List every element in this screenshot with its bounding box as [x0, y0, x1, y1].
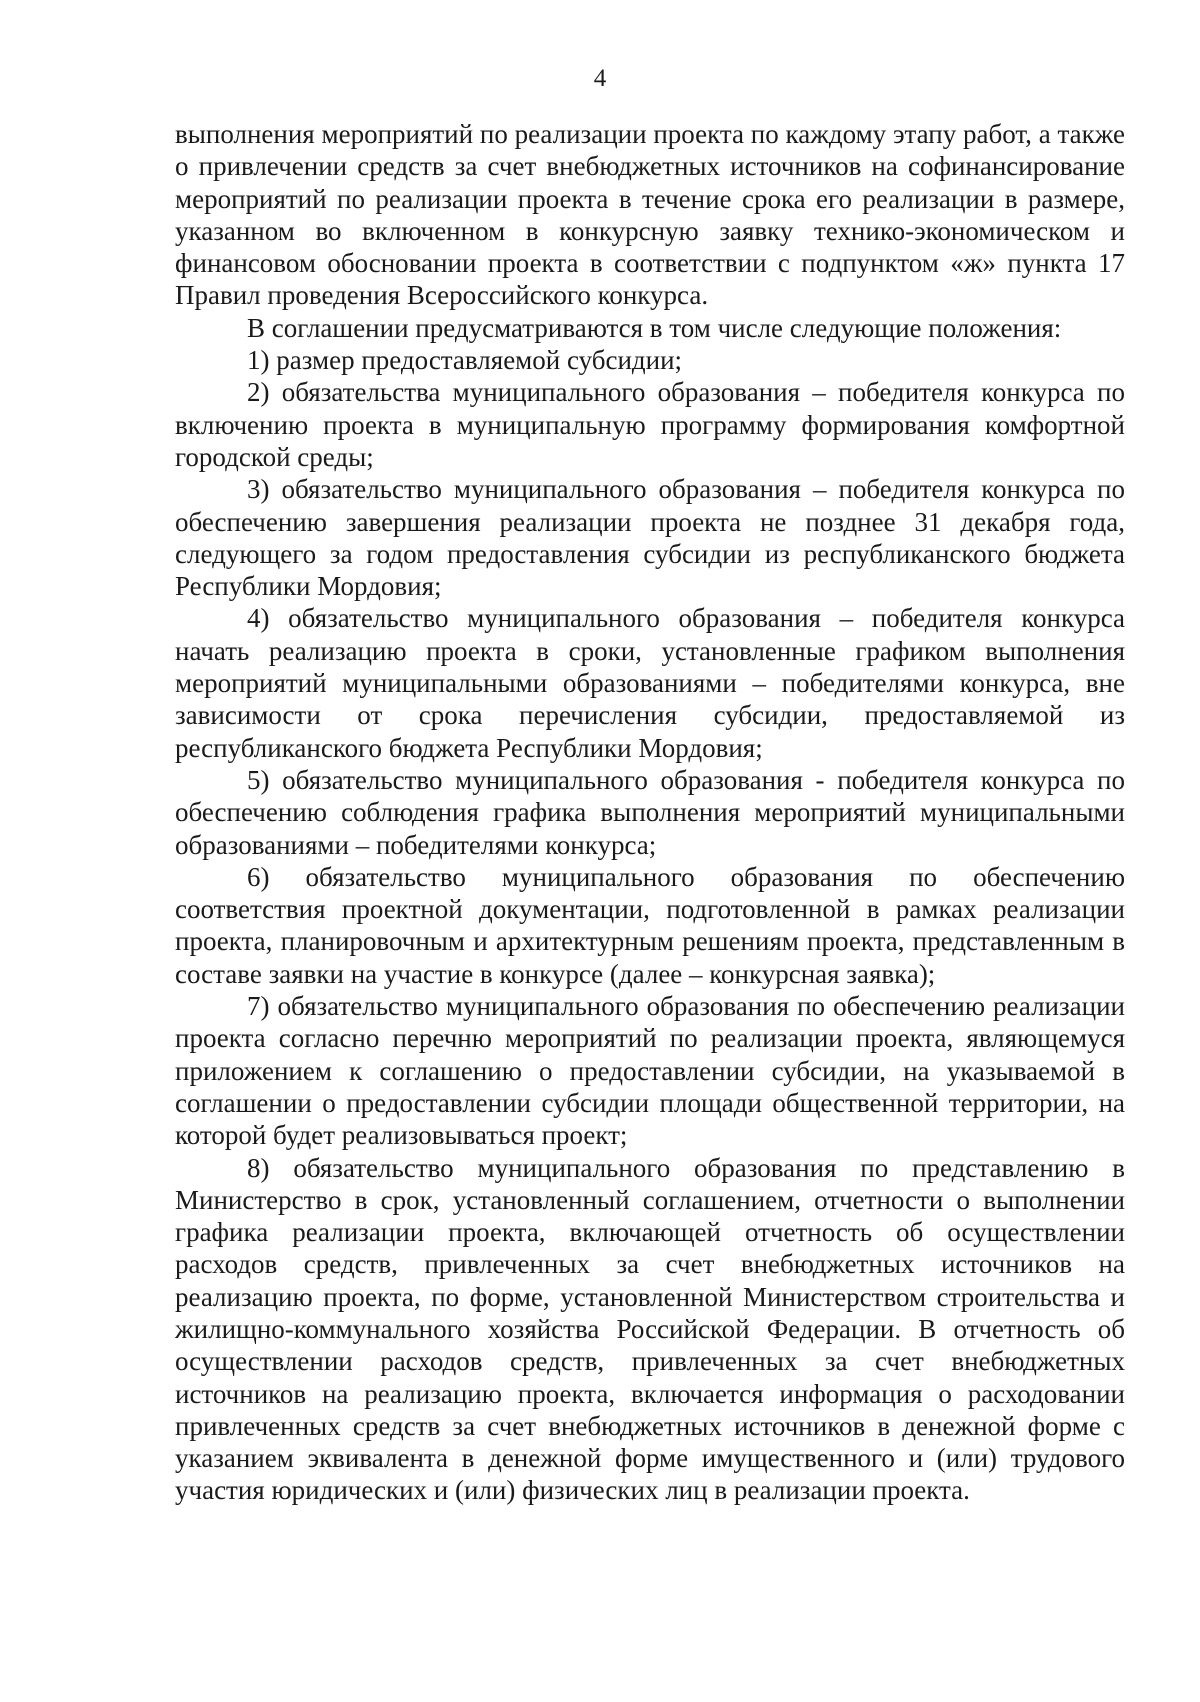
paragraph-continuation: выполнения мероприятий по реализации проекта по каждому этапу работ, а также о привлечении средств за счет внебюджетных источников на софинансирование мероприятий по реализации проекта в течение срока его реализации в размере, указанном во включенном в конкурсную заявку технико-экономическом и финансовом обосновании проекта в соответствии с подпунктом «ж» пункта 17 Правил проведения Всероссийского конкурса. [175, 119, 1125, 311]
paragraph-agreement-intro: В соглашении предусматриваются в том числе следующие положения: [247, 312, 1062, 343]
page-number: 4 [593, 65, 607, 92]
list-item-3: 3) обязательство муниципального образования – победителя конкурса по обеспечению завершения реализации проекта не позднее 31 декабря года, следующего за годом предоставления субсидии из республиканского бюджета Республики Мордовия; [175, 474, 1125, 602]
list-item-4: 4) обязательство муниципального образования – победителя конкурса начать реализацию проекта в сроки, установленные графиком выполнения мероприятий муниципальными образованиями – победителями конкурса, вне зависимости от срока перечисления субсидии, предоставляемой из республиканского бюджета Республики Мордовия; [175, 603, 1125, 763]
list-item-1: 1) размер предоставляемой субсидии; [247, 345, 683, 376]
list-item-7: 7) обязательство муниципального образования по обеспечению реализации проекта согласно перечню мероприятий по реализации проекта, являющемуся приложением к соглашению о предоставлении субсидии, на указываемой в соглашении о предоставлении субсидии площади общественной территории, на которой будет реализовываться проект; [175, 991, 1125, 1151]
list-item-6: 6) обязательство муниципального образования по обеспечению соответствия проектной документации, подготовленной в рамках реализации проекта, планировочным и архитектурным решениям проекта, представленным в составе заявки на участие в конкурсе (далее – конкурсная заявка); [175, 861, 1125, 989]
list-item-2: 2) обязательства муниципального образования – победителя конкурса по включению проекта в муниципальную программу формирования комфортной городской среды; [175, 377, 1125, 472]
list-item-8: 8) обязательство муниципального образования по представлению в Министерство в срок, установленный соглашением, отчетности о выполнении графика реализации проекта, включающей отчетность об осуществлении расходов средств, привлеченных за счет внебюджетных источников на реализацию проекта, по форме, установленной Министерством строительства и жилищно-коммунального хозяйства Российской Федерации. В отчетность об осуществлении расходов средств, привлеченных за счет внебюджетных источников на реализацию проекта, включается информация о расходовании привлеченных средств за счет внебюджетных источников в денежной форме с указанием эквивалента в денежной форме имущественного и (или) трудового участия юридических и (или) физических лиц в реализации проекта. [175, 1152, 1125, 1506]
list-item-5: 5) обязательство муниципального образования - победителя конкурса по обеспечению соблюдения графика выполнения мероприятий муниципальными образованиями – победителями конкурса; [175, 764, 1125, 860]
document-body [175, 118, 1125, 1507]
